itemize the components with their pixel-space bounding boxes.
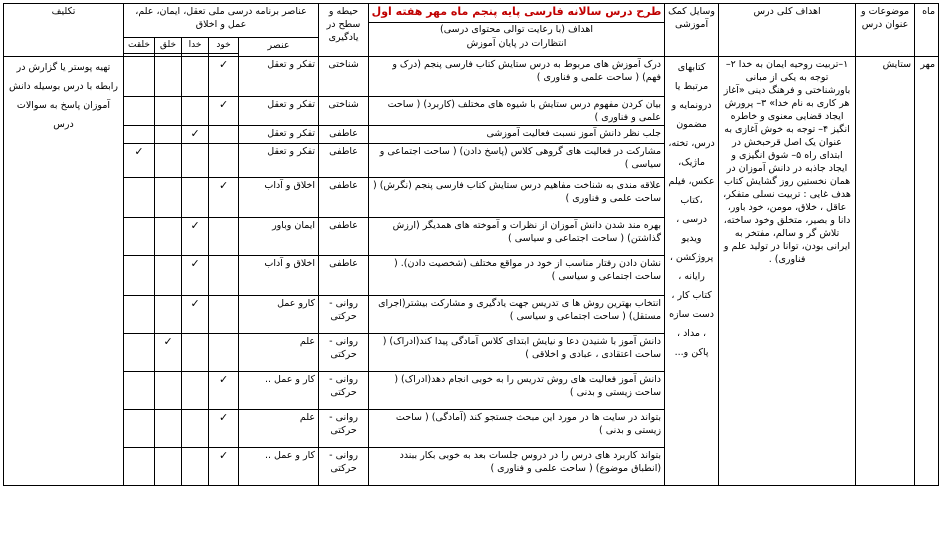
khelqat-check [124, 448, 155, 486]
element-cell: کار و عمل .. [239, 448, 319, 486]
khod-check: ✓ [209, 57, 239, 97]
goal-cell: دانش آموز با شنیدن دعا و نیایش ابتدای کلاس آمادگی پیدا کند(ادراک) ( ساحت اعتقادی ، عبادی و اخلاقی ) [369, 334, 665, 372]
goal-cell: بیان کردن مفهوم درس ستایش با شیوه های مختلف (کاربرد) ( ساحت علمی و فناوری ) [369, 97, 665, 126]
element-cell: ایمان وباور [239, 218, 319, 256]
khelqat-check [124, 97, 155, 126]
khelqat-check [124, 410, 155, 448]
khoda-check [182, 57, 209, 97]
khalq-check [155, 218, 182, 256]
khod-check: ✓ [209, 410, 239, 448]
khod-header: خود [209, 38, 239, 54]
khelqat-check [124, 126, 155, 144]
khod-check [209, 334, 239, 372]
khoda-check [182, 448, 209, 486]
table-row [4, 57, 939, 97]
element-cell: کار و عمل .. [239, 372, 319, 410]
khalq-check [155, 178, 182, 218]
domain-cell: شناختی [319, 57, 369, 97]
goal-cell: انتخاب بهترین روش ها ی تدریس جهت یادگیری و مشارکت بیشتر(اجرای مستقل) ( ساحت اجتماعی و سیاسی ) [369, 296, 665, 334]
element-cell: علم [239, 334, 319, 372]
khalq-check [155, 256, 182, 296]
khoda-check [182, 372, 209, 410]
khelqat-check [124, 334, 155, 372]
element-cell: کارو عمل [239, 296, 319, 334]
khoda-header: خدا [182, 38, 209, 54]
element-cell: تفکر و تعقل [239, 144, 319, 178]
element-cell: اخلاق و آداب [239, 178, 319, 218]
domain-cell: عاطفی [319, 256, 369, 296]
topic-header: موضوعات و عنوان درس [856, 4, 915, 57]
khalq-check [155, 410, 182, 448]
domain-cell: عاطفی [319, 218, 369, 256]
title-cell [369, 4, 665, 57]
assignment-header: تکلیف [4, 4, 124, 57]
domain-cell: عاطفی [319, 126, 369, 144]
khod-check: ✓ [209, 448, 239, 486]
khoda-check: ✓ [182, 296, 209, 334]
khelqat-check [124, 256, 155, 296]
domain-header: حیطه و سطح در یادگیری [319, 4, 369, 57]
khalq-check [155, 126, 182, 144]
domain-cell: روانی - حرکتی [319, 448, 369, 486]
goal-cell: مشارکت در فعالیت های گروهی کلاس (پاسخ دادن) ( ساحت اجتماعی و سیاسی ) [369, 144, 665, 178]
goal-cell: بتواند کاربرد های درس را در دروس جلسات بعد به خوبی بکار ببندد (انطباق موضوع) ( ساحت علمی و فناوری ) [369, 448, 665, 486]
khelqat-check: ✓ [124, 144, 155, 178]
topic-cell: ستایش [856, 57, 915, 486]
domain-cell: شناختی [319, 97, 369, 126]
assignment-cell: تهیه پوستر یا گزارش در رابطه با درس بوسیله دانش آموزان پاسخ به سوالات درس [4, 57, 124, 486]
khod-check [209, 256, 239, 296]
element-cell: علم [239, 410, 319, 448]
general-goals-header: اهداف کلی درس [719, 4, 856, 57]
goal-cell: جلب نظر دانش آموز نسبت فعالیت آموزشی [369, 126, 665, 144]
goal-cell: درک آموزش های مربوط به درس ستایش کتاب فارسی پنجم (درک و فهم) ( ساحت علمی و فناوری ) [369, 57, 665, 97]
expectations-line: انتظارات در پایان آموزش [466, 38, 567, 49]
general-goals-cell: ۱–تربیت روحیه ایمان به خدا ۲– توجه به یکی از مبانی باورشناختی و فرهنگ دینی «آغاز هر کاری به نام خدا» ۳– پرورش ایجاد قضایی معنوی و خاطره انگیز ۴– توجه به خوش آغازی به عنوان یک اصل قرحبخش در ابتدای راه ۵– شوق انگیزی و ایجاد جاذبه در دانش آموزان در همان نخستین روز گشایش کتاب هدف غایی : تربیت نسلی متفکر، عاقل ، خلاق، مومن، خود باور، دانا و بصیر، متخلق وخود ساخته، تلاش گر و سالم، مفتخر به ایرانی بودن، توانا در تولید علم و فناوری) . [719, 57, 856, 486]
khelqat-header: خلقت [124, 38, 155, 54]
khalq-check [155, 57, 182, 97]
khalq-check [155, 296, 182, 334]
domain-cell: عاطفی [319, 144, 369, 178]
khalq-header: خلق [155, 38, 182, 54]
khod-check: ✓ [209, 97, 239, 126]
khoda-check [182, 334, 209, 372]
khelqat-check [124, 372, 155, 410]
khoda-check: ✓ [182, 126, 209, 144]
tools-header: وسایل کمک آموزشی [665, 4, 719, 57]
goal-cell: نشان دادن رفتار مناسب از خود در مواقع مختلف (شخصیت دادن). ( ساحت اجتماعی و سیاسی ) [369, 256, 665, 296]
domain-cell: روانی - حرکتی [319, 296, 369, 334]
khalq-check [155, 448, 182, 486]
goal-cell: بتواند در سایت ها در مورد این مبحث جستجو کند (آمادگی) ( ساحت زیستی و بدنی ) [369, 410, 665, 448]
khod-check [209, 126, 239, 144]
elements-header: عناصر برنامه درسی ملی تعقل، ایمان، علم، عمل و اخلاق [124, 4, 319, 38]
khelqat-check [124, 296, 155, 334]
goal-cell: دانش آموز فعالیت های روش تدریس را به خوبی انجام دهد(ادراک) ( ساحت زیستی و بدنی ) [369, 372, 665, 410]
element-cell: تفکر و تعقل [239, 126, 319, 144]
khalq-check [155, 97, 182, 126]
element-cell: تفکر و تعقل [239, 97, 319, 126]
khalq-check [155, 144, 182, 178]
khoda-check: ✓ [182, 256, 209, 296]
element-cell: تفکر و تعقل [239, 57, 319, 97]
khod-check [209, 144, 239, 178]
goals-line: اهداف (با رعایت توالی محتوای درسی) [440, 24, 594, 35]
khod-check: ✓ [209, 178, 239, 218]
khoda-check [182, 178, 209, 218]
domain-cell: عاطفی [319, 178, 369, 218]
goal-cell: بهره مند شدن دانش آموزان از نظرات و آموخته های همدیگر (ارزش گذاشتن) ( ساحت اجتماعی و سیاسی ) [369, 218, 665, 256]
khoda-check [182, 410, 209, 448]
khod-check [209, 218, 239, 256]
element-header: عنصر [239, 38, 319, 57]
domain-cell: روانی - حرکتی [319, 410, 369, 448]
goal-cell: علاقه مندی به شناخت مفاهیم درس ستایش کتاب فارسی پنجم (نگرش) ( ساحت علمی و فناوری ) [369, 178, 665, 218]
khalq-check: ✓ [155, 334, 182, 372]
khoda-check [182, 97, 209, 126]
element-cell: اخلاق و آداب [239, 256, 319, 296]
month-header: ماه [915, 4, 939, 57]
khod-check [209, 296, 239, 334]
khoda-check: ✓ [182, 218, 209, 256]
month-cell: مهر [915, 57, 939, 486]
khoda-check [182, 144, 209, 178]
page-title: طرح درس سالانه فارسی پایه پنجم ماه مهر هفته اول [371, 5, 662, 18]
domain-cell: روانی - حرکتی [319, 372, 369, 410]
tools-cell: کتابهای مرتبط یا درونمایه و مضمون درس، تخته، ماژیک، عکس، فیلم ،کتاب درسی ، ویدیو پروژکشن ، رایانه ، کتاب کار ، دست سازه ، مداد ، پاکن و... [665, 57, 719, 486]
domain-cell: روانی - حرکتی [319, 334, 369, 372]
khalq-check [155, 372, 182, 410]
khelqat-check [124, 178, 155, 218]
khod-check: ✓ [209, 372, 239, 410]
khelqat-check [124, 57, 155, 97]
khelqat-check [124, 218, 155, 256]
lesson-plan-table [3, 3, 939, 486]
